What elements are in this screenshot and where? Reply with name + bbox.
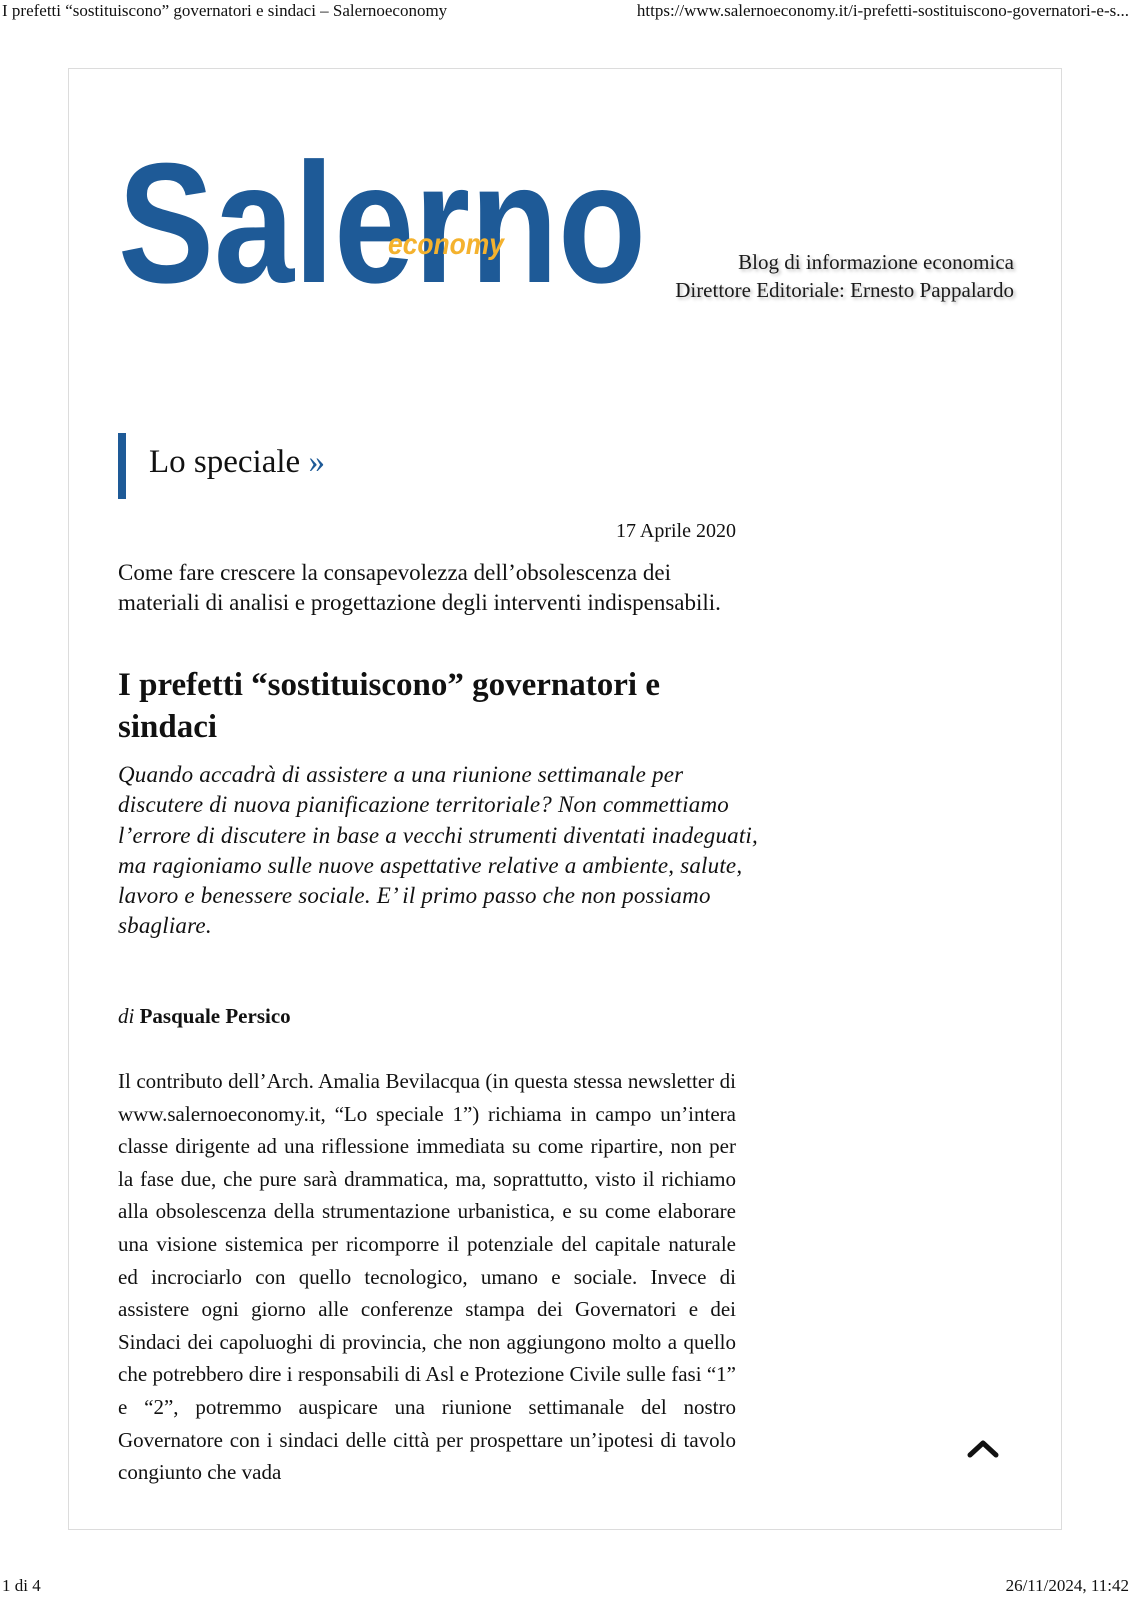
- article-kicker: Come fare crescere la consapevolezza dell’obsolescenza dei materiali di analisi e progettazione degli interventi indispensabili.: [118, 560, 721, 615]
- section-accent-bar: [118, 433, 126, 499]
- byline-author[interactable]: Pasquale Persico: [139, 1004, 291, 1028]
- logo-wordmark: Salerno: [118, 148, 646, 298]
- article-date: 17 Aprile 2020: [616, 520, 736, 542]
- print-page-url: https://www.salernoeconomy.it/i-prefetti-sostituiscono-governatori-e-s...: [636, 1, 1129, 20]
- print-page-title: I prefetti “sostituiscono” governatori e sindaci – Salernoeconomy: [2, 1, 448, 20]
- section-title-label: Lo speciale: [149, 444, 301, 480]
- article-summary: Quando accadrà di assistere a una riunione settimanale per discutere di nuova pianificazione territoriale? Non commettiamo l’errore di discutere in base a vecchi strumenti diventati inadeguati, ma ragioniamo sulle nuove aspettative relative a ambiente, salute, lavoro e benessere sociale. E’ il primo passo che non possiamo sbagliare.: [118, 762, 758, 939]
- chevron-up-icon[interactable]: [966, 1437, 1000, 1461]
- site-tagline: [675, 248, 1014, 304]
- article-body: Il contributo dell’Arch. Amalia Bevilacqua (in questa stessa newsletter di www.salernoeconomy.it, “Lo speciale 1”) richiama in campo un’intera classe dirigente ad una riflessione immediata su come ripartire, non per la fase due, che pure sarà drammatica, ma, soprattutto, visto il richiamo alla obsolescenza della strumentazione urbanistica, e su come elaborare una visione sistemica per ricomporre il potenziale del capitale naturale ed incrociarlo con quello tecnologico, umano e sociale. Invece di assistere ogni giorno alle conferenze stampa dei Governatori e dei Sindaci dei capoluoghi di provincia, che non aggiungono molto a quello che potrebbero dire i responsabili di Asl e Protezione Civile sulle fasi “1” e “2”, potremmo auspicare una riunione settimanale del nostro Governatore con i sindaci delle città per prospettare un’ipotesi di tavolo congiunto che vada: [118, 1069, 736, 1485]
- tagline-line1: Blog di informazione economica: [738, 250, 1014, 274]
- editor-credit: Direttore Editoriale: Ernesto Pappalardo: [675, 278, 1014, 302]
- article-headline: I prefetti “sostituiscono” governatori e sindaci: [118, 667, 660, 745]
- print-datetime: 26/11/2024, 11:42: [1005, 1576, 1129, 1595]
- print-header: [0, 1, 1131, 23]
- print-footer: [0, 1576, 1131, 1598]
- article-byline: [118, 1004, 291, 1029]
- print-page-number: 1 di 4: [2, 1576, 41, 1595]
- site-logo[interactable]: [118, 148, 658, 298]
- section-title[interactable]: [149, 444, 325, 481]
- logo-subtext: economy: [388, 228, 506, 261]
- double-chevron-right-icon: »: [308, 444, 325, 480]
- byline-prefix: di: [118, 1004, 135, 1028]
